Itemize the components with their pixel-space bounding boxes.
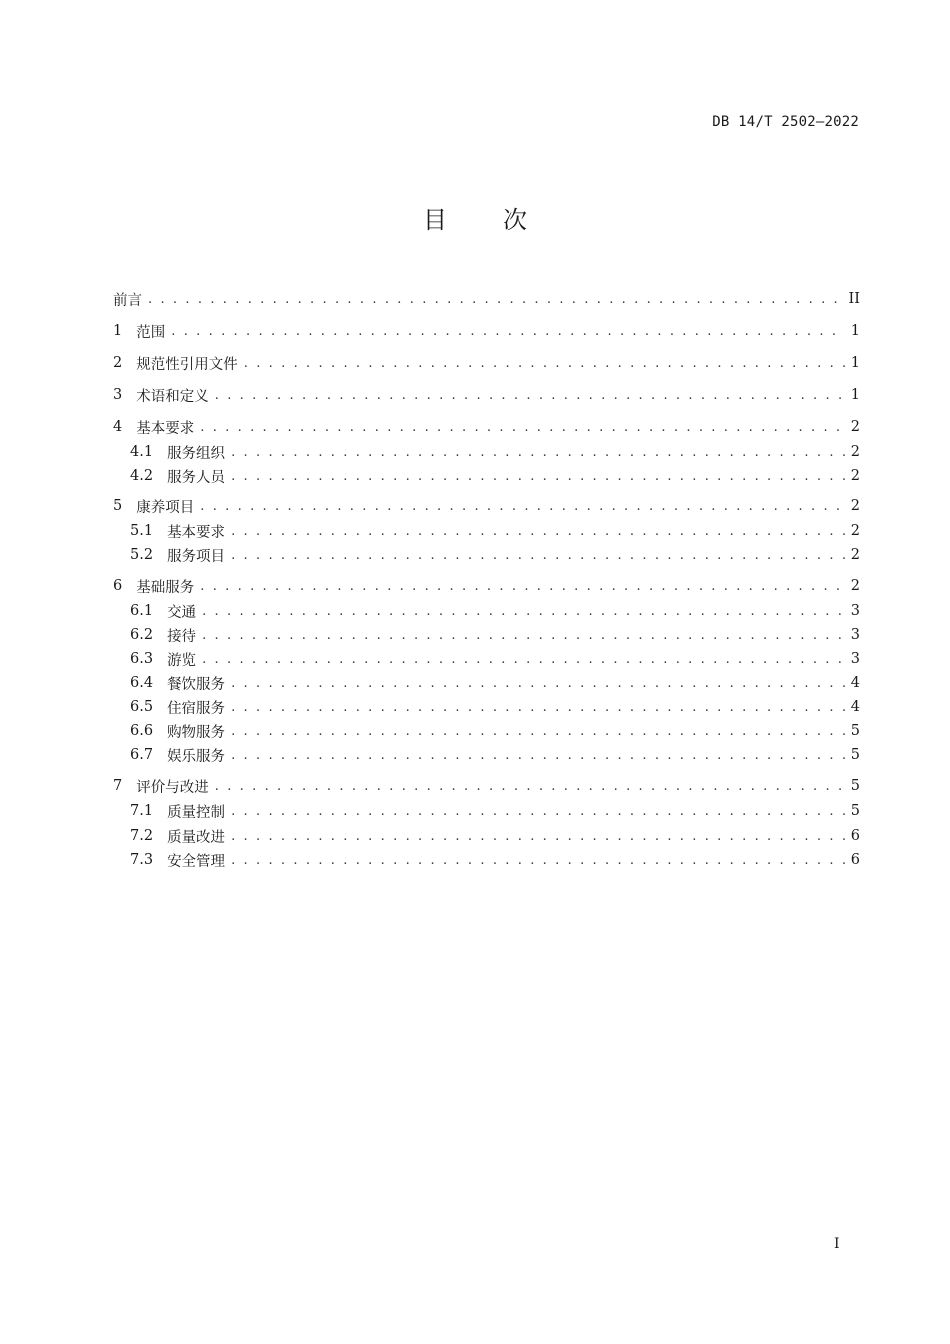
toc-entry-label: 购物服务 bbox=[167, 724, 226, 741]
toc-leader-dots bbox=[148, 292, 843, 307]
toc-entry-number: 5 bbox=[113, 498, 123, 514]
toc-entry-label: 规范性引用文件 bbox=[136, 356, 238, 373]
toc-entry-page: 2 bbox=[850, 419, 860, 435]
toc-leader-dots bbox=[202, 628, 845, 643]
toc-entry-label: 康养项目 bbox=[136, 499, 195, 516]
toc-entry-label: 餐饮服务 bbox=[167, 676, 226, 693]
toc-leader-dots bbox=[231, 548, 845, 563]
toc-entry-page: 4 bbox=[850, 675, 860, 691]
toc-leader-dots bbox=[200, 420, 845, 435]
toc-leader-dots bbox=[231, 804, 845, 819]
toc-leader-dots bbox=[244, 356, 845, 371]
toc-entry-page: 5 bbox=[850, 803, 860, 819]
toc-entry-label: 接待 bbox=[167, 628, 197, 645]
toc-entry[interactable] bbox=[113, 744, 860, 766]
toc-entry-number: 7.2 bbox=[130, 828, 154, 844]
toc-entry-page: 5 bbox=[850, 723, 860, 739]
toc-entry-label: 交通 bbox=[167, 604, 197, 621]
toc-entry[interactable] bbox=[113, 441, 860, 463]
toc-leader-dots bbox=[231, 748, 845, 763]
toc-entry-number: 6.2 bbox=[130, 627, 154, 643]
title-char-2: 次 bbox=[503, 206, 527, 234]
toc-entry-page: 1 bbox=[850, 387, 860, 403]
toc-entry-label: 娱乐服务 bbox=[167, 748, 226, 765]
toc-entry[interactable] bbox=[113, 624, 860, 646]
toc-entry[interactable] bbox=[113, 520, 860, 542]
toc-entry-page: 6 bbox=[850, 852, 860, 868]
toc-leader-dots bbox=[200, 579, 845, 594]
toc-entry-label: 安全管理 bbox=[167, 853, 226, 870]
toc-entry-number: 4 bbox=[113, 419, 123, 435]
toc-entry[interactable] bbox=[113, 800, 860, 822]
toc-entry-page: 2 bbox=[850, 547, 860, 563]
toc-entry-page: 2 bbox=[850, 444, 860, 460]
toc-leader-dots bbox=[202, 652, 845, 667]
toc-entry-label: 住宿服务 bbox=[167, 700, 226, 717]
toc-entry-number: 5.1 bbox=[130, 523, 154, 539]
toc-entry-label: 服务组织 bbox=[167, 445, 226, 462]
toc-entry[interactable] bbox=[113, 465, 860, 487]
toc-entry[interactable] bbox=[113, 320, 860, 342]
toc-entry-page: 2 bbox=[850, 498, 860, 514]
toc-entry-page: 5 bbox=[850, 778, 860, 794]
toc-entry-number: 1 bbox=[113, 323, 123, 339]
toc-leader-dots bbox=[202, 604, 845, 619]
toc-entry-number: 4.2 bbox=[130, 468, 154, 484]
toc-entry-page: 1 bbox=[850, 323, 860, 339]
toc-entry-page: 5 bbox=[850, 747, 860, 763]
toc-leader-dots bbox=[215, 779, 845, 794]
toc-entry[interactable] bbox=[113, 600, 860, 622]
toc-entry[interactable] bbox=[113, 825, 860, 847]
toc-entry-number: 3 bbox=[113, 387, 123, 403]
toc-leader-dots bbox=[231, 524, 845, 539]
toc-entry-page: 2 bbox=[850, 578, 860, 594]
toc-entry[interactable] bbox=[113, 849, 860, 871]
document-code: DB 14/T 2502—2022 bbox=[712, 114, 859, 130]
toc-leader-dots bbox=[231, 469, 845, 484]
toc-entry-page: 6 bbox=[850, 828, 860, 844]
toc-entry-number: 2 bbox=[113, 355, 123, 371]
toc-entry-label: 评价与改进 bbox=[136, 779, 209, 796]
toc-entry[interactable] bbox=[113, 575, 860, 597]
toc-entry-page: 4 bbox=[850, 699, 860, 715]
toc-entry[interactable] bbox=[113, 775, 860, 797]
toc-leader-dots bbox=[231, 700, 845, 715]
toc-entry[interactable] bbox=[113, 696, 860, 718]
toc-entry-number: 6.3 bbox=[130, 651, 154, 667]
toc-entry[interactable] bbox=[113, 544, 860, 566]
toc-entry-label: 范围 bbox=[136, 324, 166, 341]
toc-entry-number: 5.2 bbox=[130, 547, 154, 563]
toc-entry-number: 6.4 bbox=[130, 675, 154, 691]
toc-entry[interactable] bbox=[113, 720, 860, 742]
toc-entry-page: 3 bbox=[850, 627, 860, 643]
toc-entry[interactable] bbox=[113, 288, 860, 310]
toc-entry[interactable] bbox=[113, 672, 860, 694]
toc-entry-label: 基本要求 bbox=[136, 420, 195, 437]
toc-leader-dots bbox=[231, 445, 845, 460]
toc-leader-dots bbox=[215, 388, 845, 403]
page-title bbox=[0, 200, 950, 235]
toc-entry-label: 服务人员 bbox=[167, 469, 226, 486]
toc-entry-page: 3 bbox=[850, 651, 860, 667]
toc-entry-page: 2 bbox=[850, 468, 860, 484]
toc-entry-label: 质量改进 bbox=[167, 829, 226, 846]
toc-entry[interactable] bbox=[113, 352, 860, 374]
toc-entry-page: 1 bbox=[850, 355, 860, 371]
toc-leader-dots bbox=[231, 676, 845, 691]
toc-leader-dots bbox=[231, 724, 845, 739]
toc-entry-number: 6.1 bbox=[130, 603, 154, 619]
toc-entry-label: 前言 bbox=[113, 292, 142, 309]
toc-entry[interactable] bbox=[113, 416, 860, 438]
title-char-1: 目 bbox=[423, 206, 447, 234]
toc-entry-number: 6.5 bbox=[130, 699, 154, 715]
toc-entry-number: 7.1 bbox=[130, 803, 154, 819]
toc-entry-label: 质量控制 bbox=[167, 804, 226, 821]
toc-leader-dots bbox=[171, 324, 845, 339]
toc-entry-page: II bbox=[848, 291, 860, 307]
toc-entry-label: 服务项目 bbox=[167, 548, 226, 565]
toc-entry-number: 6.6 bbox=[130, 723, 154, 739]
toc-entry-page: 3 bbox=[850, 603, 860, 619]
toc-entry-label: 基础服务 bbox=[136, 579, 195, 596]
toc-leader-dots bbox=[231, 829, 845, 844]
toc-entry-page: 2 bbox=[850, 523, 860, 539]
toc-leader-dots bbox=[200, 499, 845, 514]
toc-entry-number: 4.1 bbox=[130, 444, 154, 460]
toc-entry-label: 基本要求 bbox=[167, 524, 226, 541]
toc-entry[interactable] bbox=[113, 384, 860, 406]
toc-entry-label: 术语和定义 bbox=[136, 388, 209, 405]
toc-entry-number: 6.7 bbox=[130, 747, 154, 763]
toc-entry-label: 游览 bbox=[167, 652, 197, 669]
toc-entry[interactable] bbox=[113, 648, 860, 670]
toc-entry-number: 7 bbox=[113, 778, 123, 794]
toc-leader-dots bbox=[231, 853, 845, 868]
toc-entry-number: 7.3 bbox=[130, 852, 154, 868]
toc-entry[interactable] bbox=[113, 495, 860, 517]
footer-page-number: I bbox=[834, 1236, 840, 1252]
toc-entry-number: 6 bbox=[113, 578, 123, 594]
